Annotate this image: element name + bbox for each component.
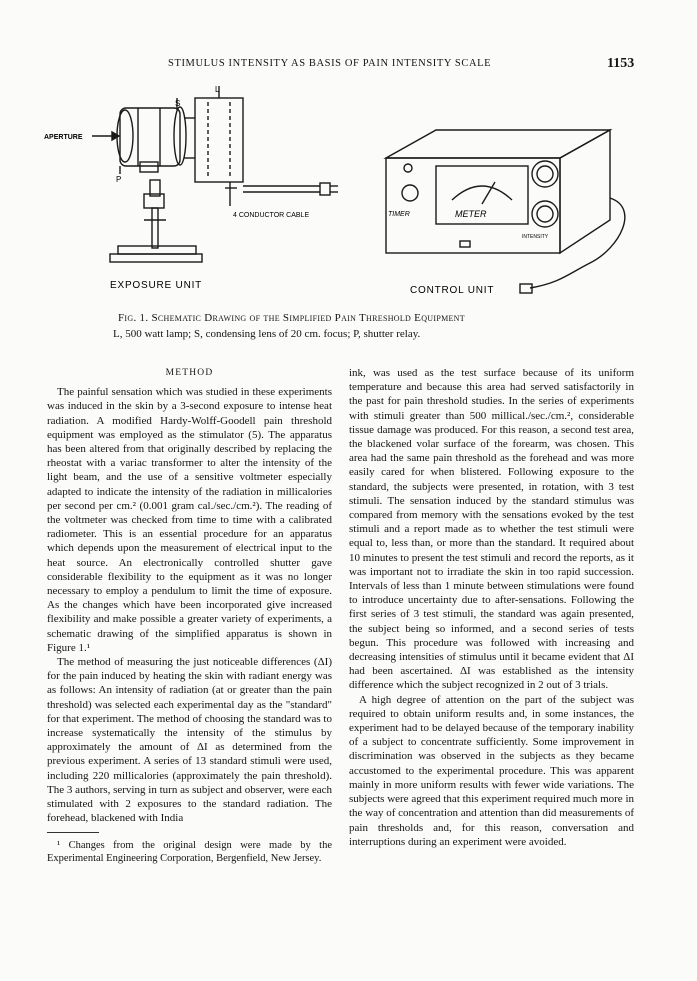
control-unit-drawing <box>386 130 625 293</box>
lamp-label: L <box>215 85 220 94</box>
timer-label: TIMER <box>388 211 410 218</box>
exposure-unit-drawing <box>92 86 338 262</box>
aperture-arrowhead <box>112 132 119 140</box>
meter-scale <box>452 186 512 200</box>
cabinet-side <box>560 130 610 253</box>
meter-label: METER <box>455 209 487 219</box>
meter-needle <box>482 182 495 204</box>
figure-caption <box>60 310 640 342</box>
paragraph: ink, was used as the test surface because of its uniform temperature and because this area had served satisfactorily in the past for pain threshold studies. In the series of experiments with stimuli greater than 500 millical./sec./cm.², considerable tissue damage was produced. For this reason, a second test area, the blackened volar surface of the forearm, was chosen. This area had the same pain threshold as the forehead and was more easily cared for when blistered. Following exposure to the standard, the subjects were presented, in rotation, with 3 test stimuli. The sensation induced by the standard stimulus was compared from memory with the sensations evoked by the test stimuli and a report made as to whether the test stimuli were equal to, less than, or more than the standard. It required about 10 minutes to present the test stimuli and record the reports, as it was important not to irradiate the skin in too rapid succession. Intervals of less than 1 minute between stimulations were found to introduce uncertainty due to after-sensations. Following the first series of 3 test stimuli, the standard was again presented, the subject being so informed, and a second series of tests begun. This procedure was followed with increasing and decreasing intensities of stimulus until it became evident that ΔI had been ascertained. ΔI was established as the intensity difference which the subject recognized in 2 out of 3 trials. <box>349 367 634 692</box>
timer-dial <box>402 185 418 201</box>
caption-title: Fig. 1. Schematic Drawing of the Simplified Pain Threshold Equipment <box>118 312 465 324</box>
cabinet-top <box>386 130 610 158</box>
exposure-unit-label: EXPOSURE UNIT <box>110 280 203 291</box>
paragraph: The painful sensation which was studied in these experiments was induced in the skin by a 3-second exposure to intense heat radiation. A modified Hardy-Wolff-Goodell pain threshold equipment was employed as the stimulator (5). The apparatus has been altered from that originally described by replacing the rheostat with a variac transformer to alter the intensity of the light beam, and the use of a sensitive voltmeter especially adapted to indicate the intensity of the radiation in millicalories per second per cm.² (0.001 gram cal./sec./cm.²). The reading of the voltmeter was checked from time to time with a calibrated radiometer. This is an essential procedure for an apparatus which depends upon the measurement of electrical input to the heat source. An electronically controlled shutter gave considerable flexibility to the equipment as it was no longer necessary to employ a pendulum to limit the time of exposure. As the changes which have been incorporated give increased flexibility and make possible a greater variety of experiments, a schematic drawing of the simplified apparatus is shown in Figure 1.¹ <box>47 386 332 654</box>
footnote-rule <box>47 832 99 833</box>
equipment-drawing <box>44 85 620 308</box>
lens-label: S <box>175 99 181 108</box>
paragraph: The method of measuring the just noticeable differences (ΔI) for the pain induced by heating the skin with radiant energy was as follows: An intensity of radiation (at or greater than the pain threshold) was selected each experimental day as the "standard" for that experiment. The method of choosing the standard was to increase systematically the intensity of the stimulus by approximately the amount of ΔI as determined from the previous experiment. A series of 13 standard stimuli were used, including 220 millicalories (approximately the pain threshold). The 3 authors, serving in turn as subject and observer, were each stimulated with 2 exposures to the standard radiation. The forehead, blackened with India <box>47 656 332 825</box>
page-number: 1153 <box>607 56 635 71</box>
lamp-column <box>195 98 243 182</box>
footnote: ¹ Changes from the original design were made by the Experimental Engineering Corporation, Bergenfield, New Jersey. <box>47 839 332 864</box>
cable-plug <box>320 183 330 195</box>
right-column <box>349 366 634 849</box>
stand-post <box>152 208 158 248</box>
cable-label: 4 CONDUCTOR CABLE <box>233 212 310 219</box>
paragraph: A high degree of attention on the part of the subject was required to obtain uniform results and, in some instances, the experiment had to be delayed because of the temporary inability of a subject to concentrate sufficiently. Some improvement in discrimination was observed in the subjects as they became accustomed to the experimental procedure. This was apparent mainly in more uniform results with fewer wide variations. The subjects were agreed that this experiment required much more in the way of concentration and attention than did measurements of pain thresholds and, for this reason, conversation and interruptions during an experiment were avoided. <box>349 693 634 848</box>
figure-1 <box>44 85 620 308</box>
shutter-label: P <box>116 175 122 184</box>
upper-knob <box>532 161 558 187</box>
running-title: STIMULUS INTENSITY AS BASIS OF PAIN INTENSITY SCALE <box>168 58 492 69</box>
stand-base <box>118 246 196 254</box>
left-column <box>47 365 332 865</box>
intensity-knob <box>532 201 558 227</box>
aperture-label: APERTURE <box>44 134 83 141</box>
page-header <box>0 58 697 78</box>
caption-legend: L, 500 watt lamp; S, condensing lens of 20 cm. focus; P, shutter relay. <box>113 328 421 340</box>
control-unit-label: CONTROL UNIT <box>410 285 495 296</box>
intensity-label: INTENSITY <box>522 234 549 240</box>
section-heading: METHOD <box>165 368 214 378</box>
